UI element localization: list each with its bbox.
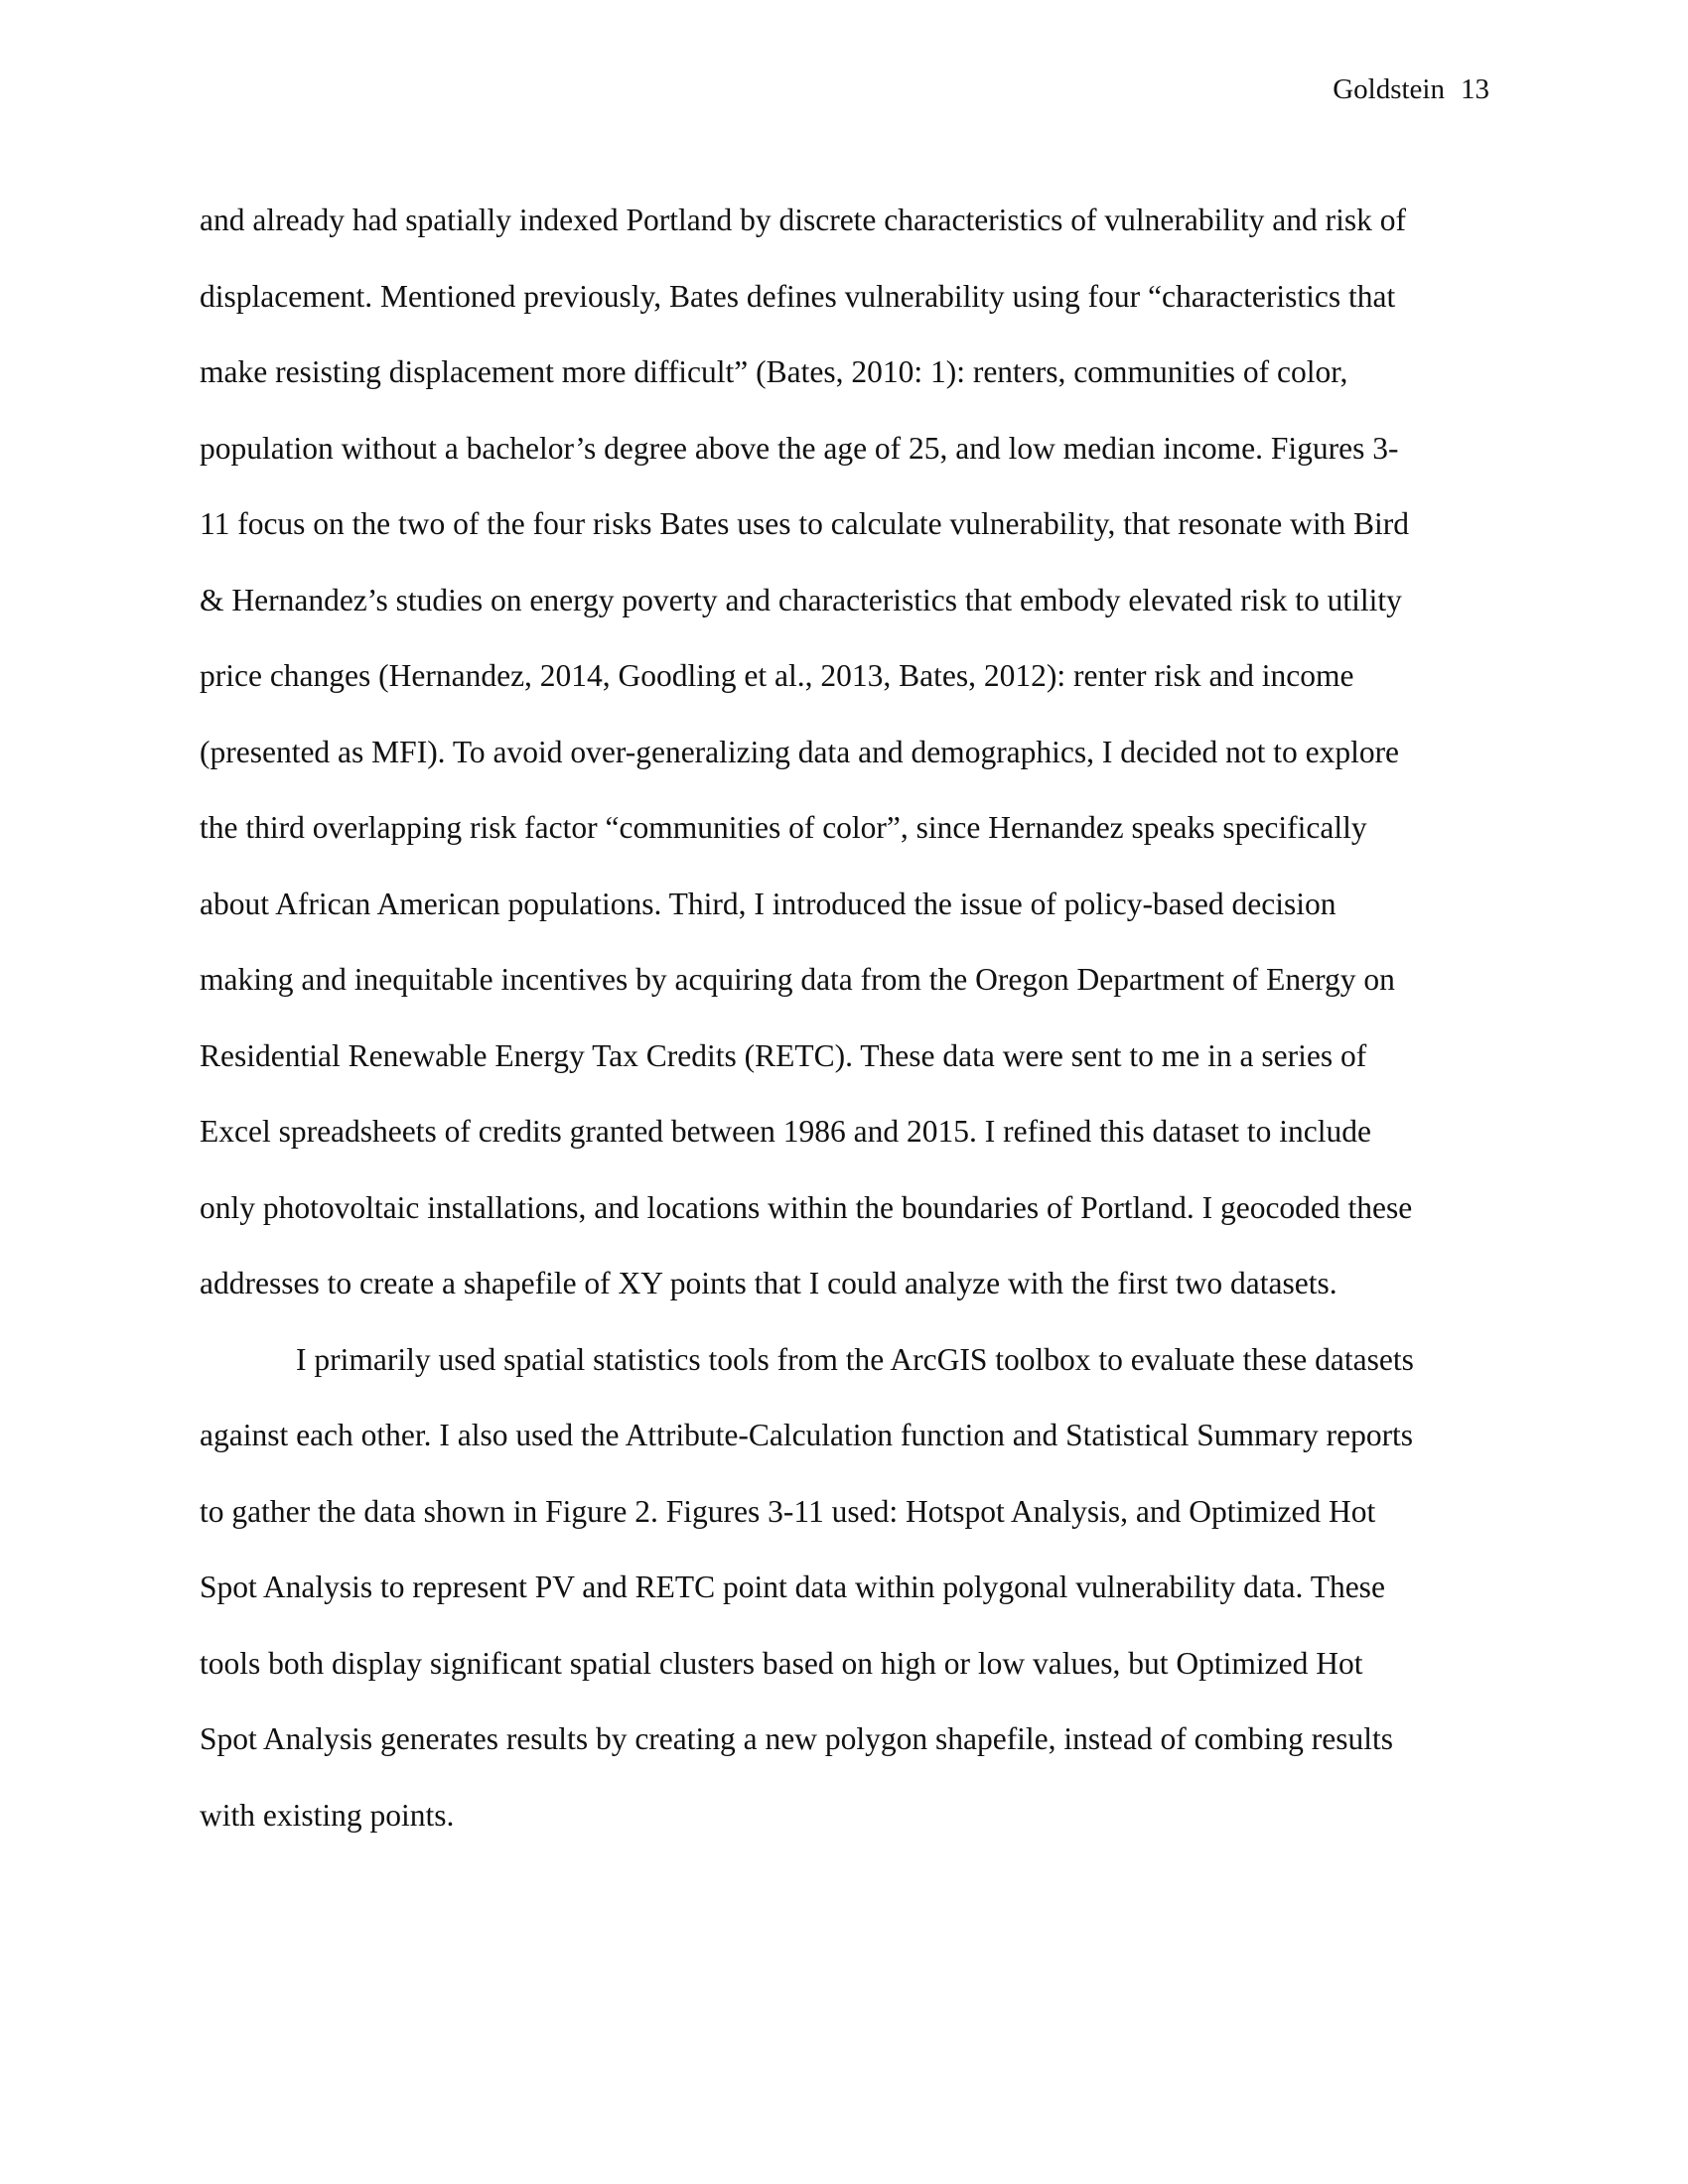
page-number: 13: [1461, 73, 1489, 105]
text-line: Spot Analysis generates results by creating a new polygon shapefile, instead of combing results: [200, 1721, 1393, 1756]
text-line: 11 focus on the two of the four risks Bates uses to calculate vulnerability, that resonate with Bird: [200, 506, 1409, 541]
text-line: displacement. Mentioned previously, Bates defines vulnerability using four “characteristics that: [200, 278, 1396, 314]
text-line: (presented as MFI). To avoid over-generalizing data and demographics, I decided not to explore: [200, 734, 1400, 769]
text-line: making and inequitable incentives by acquiring data from the Oregon Department of Energy on: [200, 962, 1395, 997]
text-line: about African American populations. Third, I introduced the issue of policy-based decision: [200, 886, 1336, 921]
running-head: [1333, 71, 1489, 107]
text-line: Residential Renewable Energy Tax Credits (RETC). These data were sent to me in a series of: [200, 1037, 1367, 1073]
text-line: & Hernandez’s studies on energy poverty and characteristics that embody elevated risk to utility: [200, 582, 1402, 617]
header-author: Goldstein: [1333, 73, 1445, 105]
text-line: and already had spatially indexed Portland by discrete characteristics of vulnerability and risk of: [200, 203, 1406, 237]
paragraph: [200, 199, 1488, 1338]
text-line: population without a bachelor’s degree above the age of 25, and low median income. Figures 3-: [200, 430, 1399, 466]
body-text: [200, 199, 1488, 1869]
text-line: to gather the data shown in Figure 2. Figures 3-11 used: Hotspot Analysis, and Optimized Hot: [200, 1493, 1376, 1529]
text-line: only photovoltaic installations, and locations within the boundaries of Portland. I geocoded these: [200, 1189, 1413, 1225]
text-line: against each other. I also used the Attribute-Calculation function and Statistical Summary reports: [200, 1418, 1414, 1452]
text-line: I primarily used spatial statistics tools from the ArcGIS toolbox to evaluate these datasets: [296, 1341, 1414, 1377]
text-line: tools both display significant spatial clusters based on high or low values, but Optimized Hot: [200, 1645, 1363, 1681]
text-line: the third overlapping risk factor “communities of color”, since Hernandez speaks specifically: [200, 810, 1367, 845]
text-line: Spot Analysis to represent PV and RETC point data within polygonal vulnerability data. These: [200, 1570, 1385, 1604]
text-line: make resisting displacement more difficult” (Bates, 2010: 1): renters, communities of color,: [200, 354, 1348, 389]
text-line: with existing points.: [200, 1797, 455, 1833]
text-line: Excel spreadsheets of credits granted between 1986 and 2015. I refined this dataset to include: [200, 1114, 1371, 1149]
text-line: price changes (Hernandez, 2014, Goodling et al., 2013, Bates, 2012): renter risk and income: [200, 658, 1354, 693]
paragraph: [200, 1338, 1488, 1870]
text-line: addresses to create a shapefile of XY points that I could analyze with the first two datasets.: [200, 1266, 1337, 1300]
